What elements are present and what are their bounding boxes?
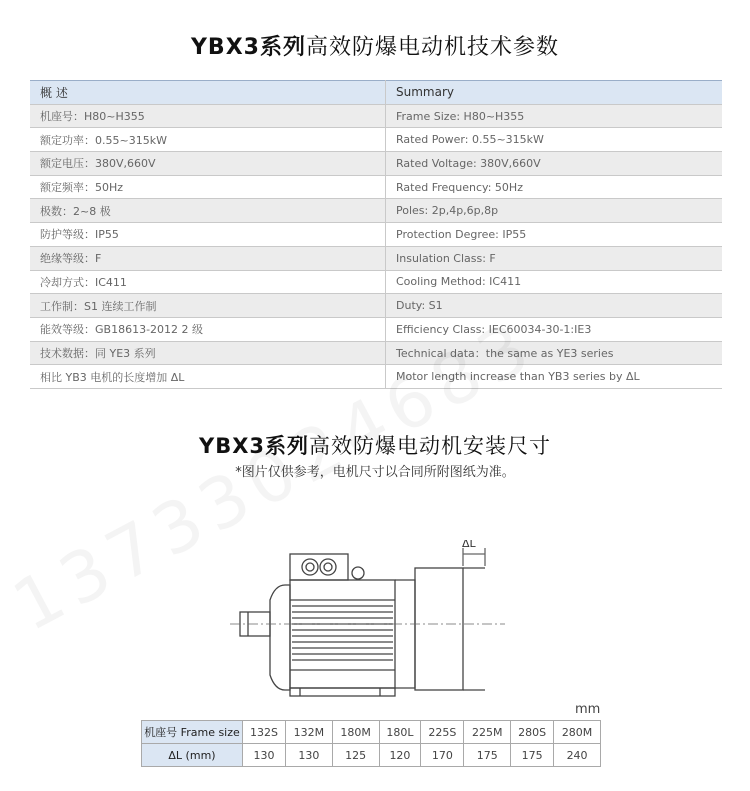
spec-en: Insulation Class: F — [386, 246, 723, 270]
frame-cell: 180M — [332, 721, 379, 744]
frame-cell: 132S — [243, 721, 286, 744]
spec-cn: 相比 YB3 电机的长度增加 ΔL — [30, 365, 386, 389]
table-row — [30, 175, 722, 199]
terminal-box — [290, 554, 348, 580]
spec-cn: 额定频率：50Hz — [30, 175, 386, 199]
spec-en: Duty: S1 — [386, 294, 723, 318]
unit-label: mm — [575, 702, 601, 717]
frame-cell: 132M — [286, 721, 333, 744]
table-row — [30, 199, 722, 223]
frame-size-label: 机座号 Frame size — [142, 721, 243, 744]
table-row — [30, 104, 722, 128]
install-title: YBX3系列高效防爆电动机安装尺寸 — [198, 434, 551, 458]
spec-cn: 防护等级：IP55 — [30, 223, 386, 247]
spec-en: Rated Power: 0.55~315kW — [386, 128, 723, 152]
table-row — [30, 128, 722, 152]
spec-en: Poles: 2p,4p,6p,8p — [386, 199, 723, 223]
motor-body — [290, 580, 395, 688]
delta-l-cell: 240 — [554, 744, 601, 767]
spec-cn: 能效等级：GB18613-2012 2 级 — [30, 317, 386, 341]
delta-l-label: ΔL (mm) — [142, 744, 243, 767]
delta-l-label: ΔL — [462, 540, 476, 550]
spec-cn: 机座号：H80~H355 — [30, 104, 386, 128]
table-row — [30, 223, 722, 247]
delta-l-row — [142, 744, 601, 767]
end-shield — [395, 580, 415, 688]
spec-cn: 技术数据：同 YE3 系列 — [30, 341, 386, 365]
table-row — [30, 152, 722, 176]
spec-en: Efficiency Class: IEC60034-30-1:IE3 — [386, 317, 723, 341]
spec-en: Cooling Method: IC411 — [386, 270, 723, 294]
delta-l-cell: 170 — [421, 744, 464, 767]
spec-en: Rated Voltage: 380V,660V — [386, 152, 723, 176]
spec-en: Protection Degree: IP55 — [386, 223, 723, 247]
dimension-table — [141, 720, 601, 767]
spec-cn: 额定功率：0.55~315kW — [30, 128, 386, 152]
spec-header-cn: 概 述 — [30, 81, 386, 105]
frame-cell: 225S — [421, 721, 464, 744]
delta-l-cell: 175 — [511, 744, 554, 767]
delta-l-cell: 175 — [464, 744, 511, 767]
table-row — [30, 246, 722, 270]
spec-en: Rated Frequency: 50Hz — [386, 175, 723, 199]
lifting-eye — [352, 567, 364, 579]
spec-header-en: Summary — [386, 81, 723, 105]
frame-cell: 280M — [554, 721, 601, 744]
delta-l-cell: 125 — [332, 744, 379, 767]
delta-l-cell: 120 — [379, 744, 421, 767]
install-note: *图片仅供参考，电机尺寸以合同所附图纸为准。 — [235, 465, 515, 480]
table-row — [30, 294, 722, 318]
table-row — [30, 341, 722, 365]
fan-cover — [415, 568, 463, 690]
table-row — [30, 270, 722, 294]
spec-table — [30, 80, 722, 389]
spec-title: YBX3系列高效防爆电动机技术参数 — [191, 35, 559, 60]
motor-end-cover — [270, 585, 290, 690]
frame-cell: 180L — [379, 721, 421, 744]
spec-cn: 绝缘等级：F — [30, 246, 386, 270]
spec-cn: 冷却方式：IC411 — [30, 270, 386, 294]
table-row — [30, 365, 722, 389]
spec-cn: 工作制：S1 连续工作制 — [30, 294, 386, 318]
spec-en: Frame Size: H80~H355 — [386, 104, 723, 128]
motor-feet — [290, 688, 395, 696]
frame-cell: 280S — [511, 721, 554, 744]
cable-gland-1 — [302, 559, 318, 575]
motor-drawing — [230, 540, 510, 700]
frame-row — [142, 721, 601, 744]
cable-gland-2 — [320, 559, 336, 575]
delta-l-cell: 130 — [243, 744, 286, 767]
delta-l-cell: 130 — [286, 744, 333, 767]
spec-cn: 极数：2~8 极 — [30, 199, 386, 223]
frame-cell: 225M — [464, 721, 511, 744]
spec-en: Motor length increase than YB3 series by ΔL — [386, 365, 723, 389]
spec-cn: 额定电压：380V,660V — [30, 152, 386, 176]
table-row — [30, 317, 722, 341]
spec-header-row — [30, 81, 722, 105]
spec-en: Technical data：the same as YE3 series — [386, 341, 723, 365]
